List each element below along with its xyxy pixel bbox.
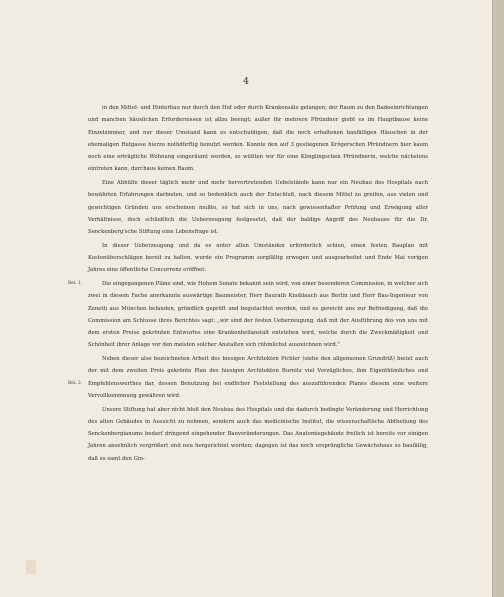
paragraph: Eine Abhülfe dieser täglich mehr und mehr hervortretenden Uebelstände kann nur ein Neubau des Hospitals nach bewährten Erfahrungen darbieten, und so bedenklich auch der Entschluß, nach diesem Mittel zu greifen, aus vielen und gewichtigen Gründen uns erscheinen mußte, so hat sich in uns, nach gewissenhafter Prüfung und Erwägung aller Verhältnisse, doch schließlich die Ueberzeugung festgesetzt, daß der baldige Angriff des Neubaues für die Dr. Senckenberg'sche Stiftung eine Lebensfrage ist. [88,180,428,235]
paragraph: in den Mittel- und Hinterbau nur durch den Hof oder durch Krankensäle gelangen; der Raum zu den Badeeinrichtungen und manchen häuslichen Erfordernissen ist allzu beengt; außer für mehrere Pfründner giebt es im Hauptbause keine Einzelzimmer, und nur dieser Umstand kann es entschuldigen, daß die noch erhaltenen baufälligen Häuschen in der ehemaligen Rutgasse hierzu nothdürftig benutzt werden. Konnte den auf 3 gestiegenen Krögerschen Pfründnern hier kaum noch eine erträgliche Wohnung eingeräumt werden, so wüßten wir für eine Künglingschen Pfründnerin, welche nächstens eintreten kann, durchaus keinen Raum. [88,105,428,173]
paragraph: Neben dieser also bezeichneten Arbeit des hiesigen Architekten Pichler (siehe den allgemeinen Grundriß) bietet auch der mit dem zweiten Preis gekrönte Plan des hiesigen Architekten Burnitz viel Vorzügliches, ihm Eigenthümliches und Empfehlenswerthes dar, dessen Benutzung bei endlicher Feststellung des auszuführenden Planes diesem eine weitere Vervollkommnung gewähren wird. [88,356,428,399]
paragraph: Unsere Stiftung hat aber nicht bloß den Neubau des Hospitals und die dadurch bedingte Veränderung und Herrichtung des alten Gebäudes in Aussicht zu nehmen, sondern auch das medicinische Institut, die wissenschaftliche Abtheilung des Senckenbergianums bedarf dringend eingehender Bauveränderungen. Das Anatomiegebäude freilich ist bereits vor einigen Jahren ansehnlich vergrößert und neu hergerichtet worden; dagegen ist das noch ursprüngliche Gewächshaus so baufällig, daß es samt den Gin- [88,406,428,462]
paragraph: In dieser Ueberzeugung und da es unter allen Umständen erforderlich schien, einen festen Bauplan mit Kostenüberschlägen bereit zu halten, wurde ein Programm sorgfältig erwogen und ausgearbeitet und Ende Mai vorigen Jahres eine öffentliche Concurrenz eröffnet. [88,242,428,274]
margin-note: Bei. 2. [68,381,83,386]
library-stamp [26,560,36,574]
page-edge [492,0,504,597]
body-text [88,102,428,465]
margin-note: Bei. 1. [68,281,83,286]
paragraph: Die eingegangenen Pläne sind, wie Hohem Senate bekannt sein wird, von einer besonderen Commission, in welcher sich zwei in diesem Fache anerkannte auswärtige Baumeister, Herr Baurath Knoblauch aus Berlin und Herr Bau-Ingenieur von Zenetti aus München befanden, gründlich geprüft und begutachtet worden, und es gereicht uns zur Befriedigung, daß die Commission am Schlusse ihres Berichtes sagt: „wir sind der festen Ueberzeugung, daß mit der Ausführung des von uns mit dem ersten Preise gekrönten Entwurfes eine Krankenheilanstalt entstehen wird, welche durch die Zweckmäßigkeit und Schönheit ihrer Anlage vor den meisten solcher Anstalten sich rühmlichst auszeichnen wird." [88,281,428,349]
page-number: 4 [242,76,250,87]
